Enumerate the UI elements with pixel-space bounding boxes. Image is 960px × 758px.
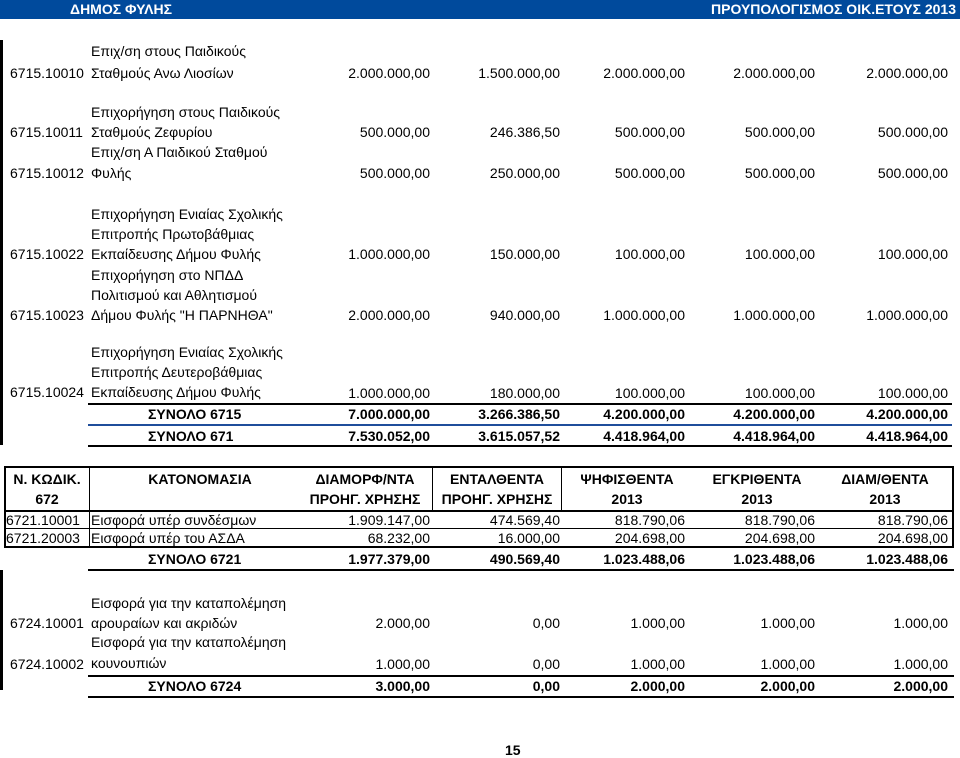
row-description-line: Επιχορήγηση στους Παιδικούς [91,104,281,120]
row-description-line: Πολιτισμού και Αθλητισμού [91,287,258,303]
total-value: 1.023.488,06 [733,551,815,567]
value-cell: 500.000,00 [744,124,815,140]
value-cell: 818.790,06 [614,512,685,528]
value-cell: 2.000,00 [375,615,430,631]
table-border [952,466,954,546]
value-cell: 500.000,00 [359,124,430,140]
divider [88,424,952,426]
value-cell: 1.000.000,00 [603,307,685,323]
total-value: 1.023.488,06 [866,551,948,567]
value-cell: 1.000,00 [630,615,685,631]
row-description-line: Επιτροπής Πρωτοβάθμιας [91,226,255,242]
row-description-line: Επιχ/ση στους Παιδικούς [91,43,246,59]
value-cell: 100.000,00 [614,246,685,262]
value-cell: 1.000,00 [630,656,685,672]
header-col: ΔΙΑΜ/ΘΕΝΤΑ [841,471,929,487]
total-value: 1.023.488,06 [603,551,685,567]
value-cell: 180.000,00 [489,385,560,401]
value-cell: 2.000.000,00 [866,65,948,81]
value-cell: 500.000,00 [744,165,815,181]
budget-title: ΠΡΟΥΠΟΛΟΓΙΣΜΟΣ ΟΙΚ.ΕΤΟΥΣ 2013 [711,1,956,17]
value-cell: 500.000,00 [877,124,948,140]
total-value: 3.615.057,52 [478,428,560,444]
municipality-title: ΔΗΜΟΣ ΦΥΛΗΣ [70,1,173,17]
header-col: ΨΗΦΙΣΘΕΝΤΑ [580,471,674,487]
divider [88,696,954,698]
row-description-line: Επιχορήγηση στο ΝΠΔΔ [91,267,244,283]
value-cell: 250.000,00 [489,165,560,181]
total-value: 2.000,00 [893,678,948,694]
row-code: 6715.10023 [10,307,84,323]
total-label: ΣΥΝΟΛΟ 6724 [148,678,242,694]
row-description-line: Επιχορήγηση Ενιαίας Σχολικής [91,206,283,222]
value-cell: 500.000,00 [614,124,685,140]
row-description-line: Σταθμούς Ζεφυρίου [91,124,213,140]
left-margin-bar [0,570,3,690]
value-cell: 246.386,50 [489,124,560,140]
value-cell: 100.000,00 [744,385,815,401]
total-value: 3.000,00 [375,678,430,694]
value-cell: 1.909.147,00 [348,512,430,528]
value-cell: 68.232,00 [367,530,430,546]
value-cell: 1.000,00 [375,656,430,672]
value-cell: 1.000,00 [760,656,815,672]
value-cell: 818.790,06 [744,512,815,528]
row-description-line: Εισφορά για την καταπολέμηση [91,634,287,650]
value-cell: 0,00 [532,656,560,672]
header-col: ΕΓΚΡΙΘΕΝΤΑ [712,471,802,487]
row-code: 6721.10001 [6,512,80,528]
row-code: 6715.10011 [10,124,83,140]
value-cell: 204.698,00 [877,530,948,546]
row-code: 6715.10012 [10,165,84,181]
value-cell: 2.000.000,00 [348,65,430,81]
value-cell: 100.000,00 [744,246,815,262]
header-col: ΕΝΤΑΛΘΕΝΤΑ [450,471,544,487]
row-description-line: Επιχορήγηση Ενιαίας Σχολικής [91,344,283,360]
row-code: 6721.20003 [6,530,80,546]
header-col: ΔΙΑΜΟΡΦ/ΝΤΑ [315,471,415,487]
value-cell: 1.000.000,00 [733,307,815,323]
row-description-line: Εκπαίδευσης Δήμου Φυλής [91,384,261,400]
value-cell: 204.698,00 [744,530,815,546]
header-col: 2013 [611,491,643,507]
page-number: 15 [505,742,521,758]
row-description-line: Εισφορά υπέρ του ΑΣΔΑ [91,530,245,546]
total-value: 0,00 [532,678,560,694]
value-cell: 2.000.000,00 [348,307,430,323]
row-description-line: κουνουπιών [91,655,167,671]
total-value: 7.530.052,00 [348,428,430,444]
row-description-line: Επιχ/ση Α Παιδικού Σταθμού [91,144,268,160]
header-col: ΠΡΟΗΓ. ΧΡΗΣΗΣ [309,491,421,507]
value-cell: 204.698,00 [614,530,685,546]
row-code: 6724.10002 [10,656,84,672]
row-description-line: Εισφορά υπέρ συνδέσμων [91,512,257,528]
header-code-group: 672 [35,491,59,507]
value-cell: 500.000,00 [359,165,430,181]
document-header [0,0,960,19]
divider [88,445,952,447]
left-margin-bar [0,40,3,445]
total-label: ΣΥΝΟΛΟ 671 [148,428,234,444]
total-value: 1.977.379,00 [348,551,430,567]
header-code: Ν. ΚΩΔΙΚ. [13,471,81,487]
total-value: 3.266.386,50 [478,406,560,422]
value-cell: 1.000.000,00 [348,246,430,262]
total-value: 4.418.964,00 [866,428,948,444]
value-cell: 100.000,00 [877,385,948,401]
divider [4,466,954,468]
total-value: 2.000,00 [630,678,685,694]
value-cell: 500.000,00 [877,165,948,181]
row-code: 6724.10001 [10,615,84,631]
value-cell: 940.000,00 [489,307,560,323]
total-value: 4.418.964,00 [603,428,685,444]
row-description-line: Δήμου Φυλής "Η ΠΑΡΝΗΘΑ" [91,307,273,323]
total-value: 4.200.000,00 [866,406,948,422]
row-code: 6715.10010 [10,65,84,81]
divider [88,569,954,571]
row-code: 6715.10024 [10,384,84,400]
value-cell: 500.000,00 [614,165,685,181]
value-cell: 1.000,00 [760,615,815,631]
total-label: ΣΥΝΟΛΟ 6721 [148,551,242,567]
total-value: 7.000.000,00 [348,406,430,422]
row-description-line: Εκπαίδευσης Δήμου Φυλής [91,246,261,262]
row-description-line: Εισφορά για την καταπολέμηση [91,595,287,611]
total-value: 4.418.964,00 [733,428,815,444]
row-description-line: Φυλής [91,165,132,181]
row-description-line: Επιτροπής Δευτεροβάθμιας [91,364,263,380]
value-cell: 2.000.000,00 [603,65,685,81]
value-cell: 1.000,00 [893,615,948,631]
row-code: 6715.10022 [10,246,84,262]
total-value: 490.569,40 [489,551,560,567]
value-cell: 16.000,00 [497,530,560,546]
value-cell: 1.500.000,00 [478,65,560,81]
total-value: 2.000,00 [760,678,815,694]
header-name: ΚΑΤΟΝΟΜΑΣΙΑ [148,471,252,487]
row-description-line: Σταθμούς Ανω Λιοσίων [91,65,234,81]
value-cell: 0,00 [532,615,560,631]
value-cell: 150.000,00 [489,246,560,262]
value-cell: 100.000,00 [614,385,685,401]
total-value: 4.200.000,00 [603,406,685,422]
value-cell: 1.000.000,00 [348,385,430,401]
value-cell: 100.000,00 [877,246,948,262]
value-cell: 1.000,00 [893,656,948,672]
header-col: 2013 [869,491,901,507]
value-cell: 474.569,40 [489,512,560,528]
row-description-line: αρουραίων και ακριδών [91,615,238,631]
value-cell: 1.000.000,00 [866,307,948,323]
total-label: ΣΥΝΟΛΟ 6715 [148,406,242,422]
value-cell: 818.790,06 [877,512,948,528]
header-col: ΠΡΟΗΓ. ΧΡΗΣΗΣ [441,491,553,507]
header-col: 2013 [741,491,773,507]
value-cell: 2.000.000,00 [733,65,815,81]
total-value: 4.200.000,00 [733,406,815,422]
